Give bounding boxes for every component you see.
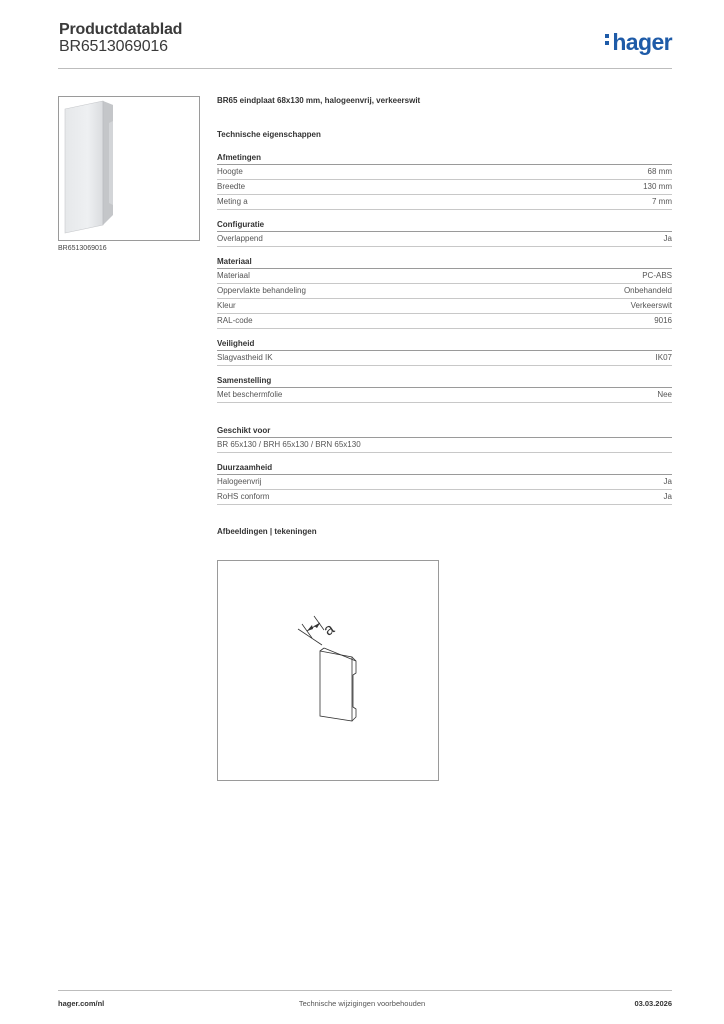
spec-value: IK07	[655, 353, 672, 362]
spec-label: Meting a	[217, 197, 248, 206]
spec-heading: Technische eigenschappen	[217, 130, 321, 139]
spec-row	[217, 232, 672, 247]
spec-label: Slagvastheid IK	[217, 353, 273, 362]
spec-label: RAL-code	[217, 316, 253, 325]
footer-website-link[interactable]: hager.com/nl	[58, 999, 105, 1008]
group-samenstelling	[217, 375, 672, 403]
group-title: Veiligheid	[217, 338, 672, 351]
spec-label: Halogeenvrij	[217, 477, 262, 486]
group-title: Duurzaamheid	[217, 462, 672, 475]
spec-value: PC-ABS	[642, 271, 672, 280]
spec-row	[217, 314, 672, 329]
product-code: BR6513069016	[59, 38, 168, 55]
spec-section	[217, 96, 672, 547]
footer-disclaimer: Technische wijzigingen voorbehouden	[298, 999, 426, 1008]
spec-value: 9016	[654, 316, 672, 325]
document-title: Productdatablad	[59, 21, 183, 38]
end-plate-photo	[59, 97, 199, 240]
spec-label: Materiaal	[217, 271, 250, 280]
spec-row	[217, 180, 672, 195]
spec-row	[217, 438, 672, 453]
spec-row	[217, 475, 672, 490]
spec-row	[217, 165, 672, 180]
group-title: Afmetingen	[217, 152, 672, 165]
product-name: BR65 eindplaat 68x130 mm, halogeenvrij, verkeerswit	[217, 96, 421, 105]
spec-value: Ja	[663, 492, 672, 501]
group-title: Geschikt voor	[217, 425, 672, 438]
spec-value: Ja	[663, 477, 672, 486]
spec-label: Hoogte	[217, 167, 243, 176]
spec-row	[217, 269, 672, 284]
spec-value: Verkeerswit	[630, 301, 672, 310]
group-title: Samenstelling	[217, 375, 672, 388]
spec-value: Onbehandeld	[623, 286, 672, 295]
spec-label: Overlappend	[217, 234, 263, 243]
spec-label: Met beschermfolie	[217, 390, 283, 399]
spec-label: RoHS conform	[217, 492, 270, 501]
spec-row	[217, 351, 672, 366]
spec-value: Nee	[657, 390, 672, 399]
footer-date: 03.03.2026	[634, 999, 672, 1008]
group-title: Configuratie	[217, 219, 672, 232]
product-image	[58, 96, 200, 241]
suitable-for-text: BR 65x130 / BRH 65x130 / BRN 65x130	[217, 440, 361, 449]
spec-value: Ja	[663, 234, 672, 243]
image-caption: BR6513069016	[58, 245, 107, 252]
group-geschikt-voor	[217, 425, 672, 453]
header-divider	[58, 68, 672, 69]
spec-label: Kleur	[217, 301, 236, 310]
technical-drawing	[217, 560, 439, 781]
dimension-label: a	[320, 620, 338, 640]
spec-value: 7 mm	[652, 197, 672, 206]
group-configuratie	[217, 219, 672, 247]
spec-row	[217, 195, 672, 210]
footer-divider	[58, 990, 672, 991]
spec-row	[217, 299, 672, 314]
spec-label: Breedte	[217, 182, 246, 191]
dimension-drawing	[218, 561, 438, 780]
group-duurzaamheid	[217, 462, 672, 505]
spec-row	[217, 284, 672, 299]
group-afmetingen	[217, 152, 672, 210]
spec-label: Oppervlakte behandeling	[217, 286, 306, 295]
group-materiaal	[217, 256, 672, 329]
group-veiligheid	[217, 338, 672, 366]
group-title: Materiaal	[217, 256, 672, 269]
spec-row	[217, 388, 672, 403]
spec-value: 68 mm	[647, 167, 672, 176]
spec-value: 130 mm	[643, 182, 672, 191]
logo-text: hager	[612, 29, 672, 55]
hager-logo	[605, 29, 672, 56]
drawings-heading: Afbeeldingen | tekeningen	[217, 527, 317, 536]
spec-row	[217, 490, 672, 505]
